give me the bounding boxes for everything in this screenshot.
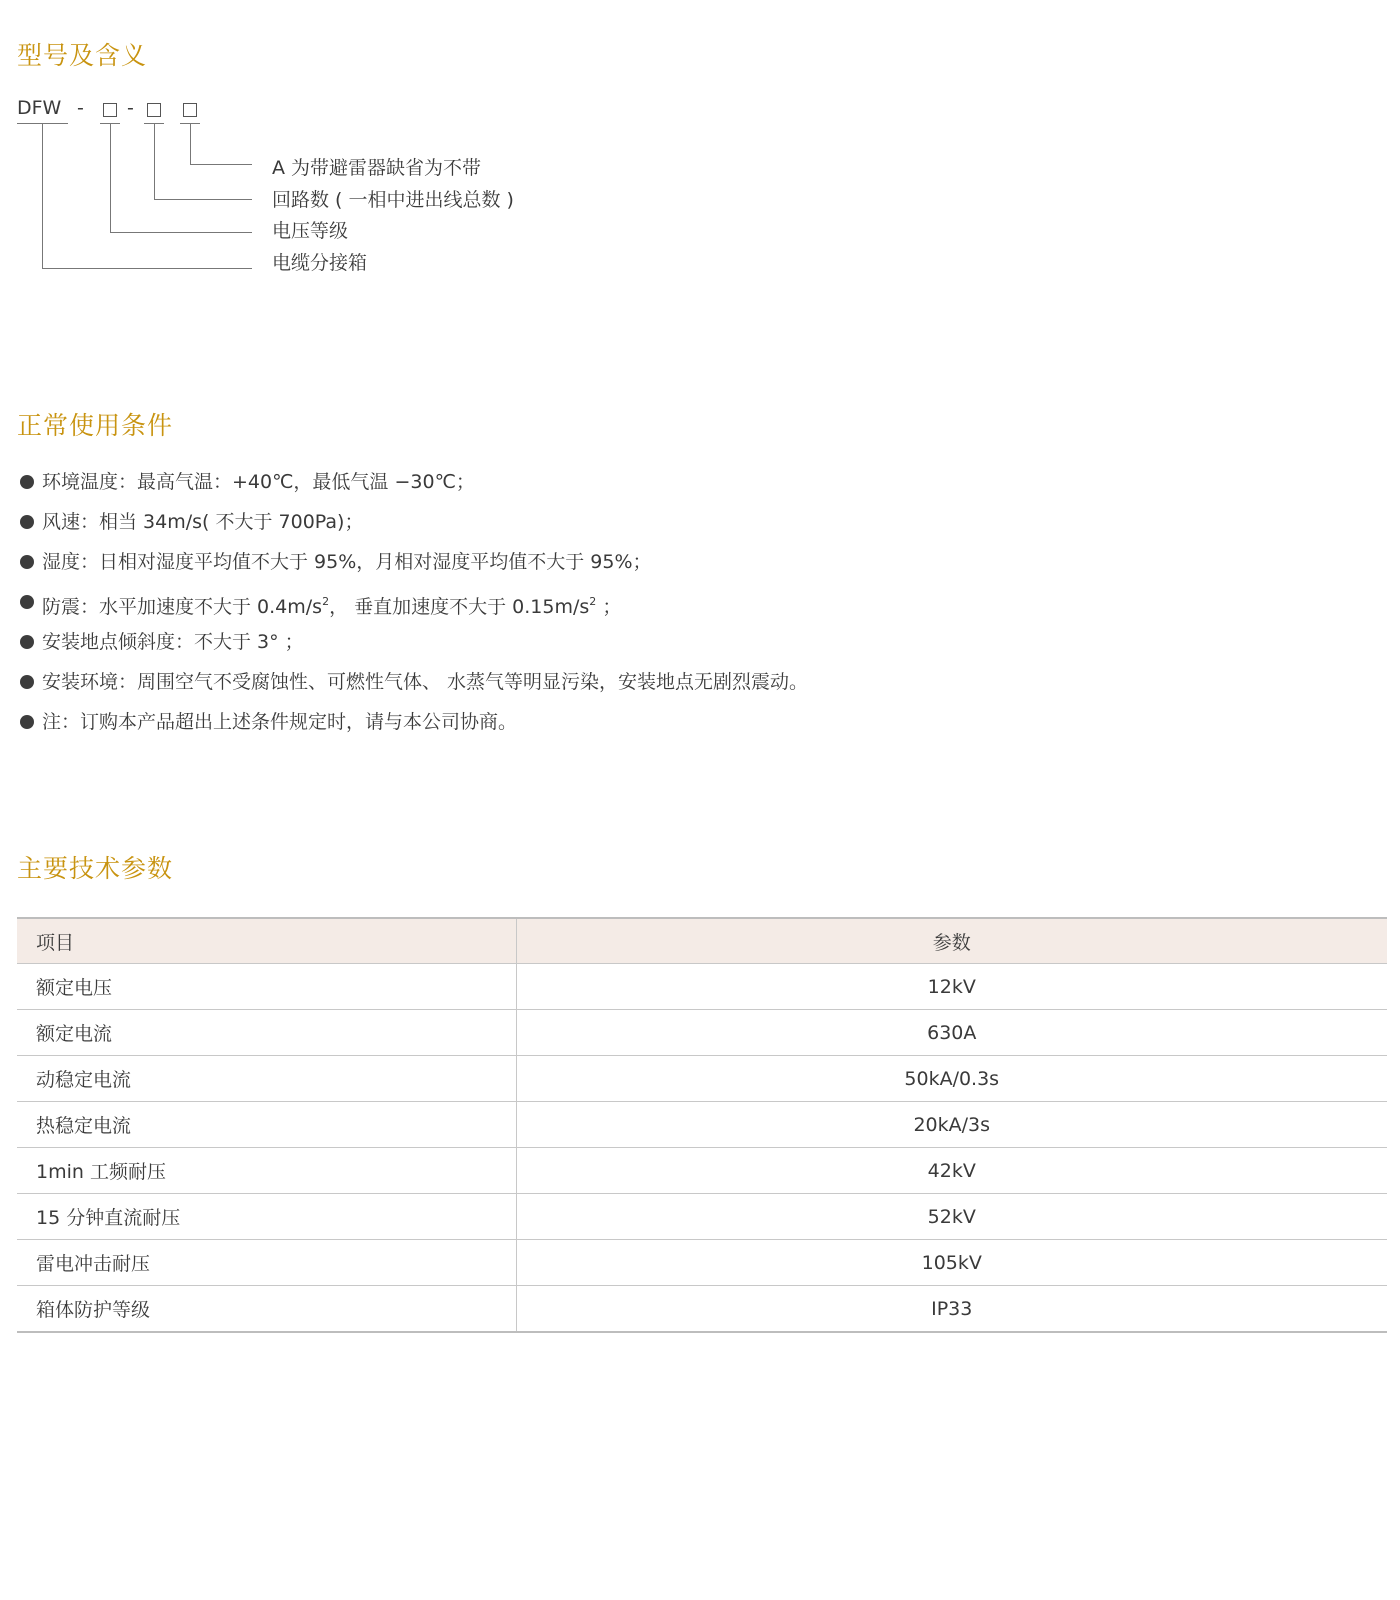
placeholder-box-1	[103, 103, 117, 117]
cell-item: 箱体防护等级	[17, 1286, 516, 1333]
legend-arrester: A 为带避雷器缺省为不带	[272, 157, 482, 179]
bullet-icon	[20, 715, 34, 729]
conditions-list	[20, 462, 808, 742]
cell-item: 15 分钟直流耐压	[17, 1194, 516, 1240]
list-item	[20, 502, 808, 542]
list-item	[20, 582, 808, 622]
table-row	[17, 1010, 1387, 1056]
cell-item: 雷电冲击耐压	[17, 1240, 516, 1286]
bullet-icon	[20, 515, 34, 529]
condition-text: 湿度：日相对湿度平均值不大于 95%，月相对湿度平均值不大于 95%；	[42, 551, 652, 573]
list-item	[20, 702, 808, 742]
header-value: 参数	[516, 918, 1387, 964]
connector-line	[190, 164, 252, 165]
cell-value: 50kA/0.3s	[516, 1056, 1387, 1102]
condition-text: ， 垂直加速度不大于 0.15m/s	[329, 596, 590, 618]
model-code-diagram	[0, 0, 700, 300]
connector-line	[110, 232, 252, 233]
list-item	[20, 462, 808, 502]
cell-value: 20kA/3s	[516, 1102, 1387, 1148]
cell-item: 动稳定电流	[17, 1056, 516, 1102]
list-item	[20, 662, 808, 702]
connector-line	[154, 123, 155, 199]
list-item	[20, 542, 808, 582]
cell-value: 630A	[516, 1010, 1387, 1056]
section-title-conditions: 正常使用条件	[17, 411, 174, 440]
connector-line	[42, 268, 252, 269]
bullet-icon	[20, 595, 34, 609]
bullet-icon	[20, 475, 34, 489]
header-item: 项目	[17, 918, 516, 964]
cell-value: 105kV	[516, 1240, 1387, 1286]
placeholder-box-2	[147, 103, 161, 117]
legend-cable-box: 电缆分接箱	[272, 252, 368, 274]
section-title-parameters: 主要技术参数	[17, 854, 174, 883]
table-row	[17, 1102, 1387, 1148]
legend-voltage: 电压等级	[272, 220, 349, 242]
superscript: 2	[589, 595, 597, 608]
connector-line	[42, 123, 43, 268]
table-header-row	[17, 918, 1387, 964]
cell-item: 1min 工频耐压	[17, 1148, 516, 1194]
bullet-icon	[20, 555, 34, 569]
condition-text: 安装地点倾斜度：不大于 3° ；	[42, 631, 304, 653]
model-dash-2: -	[127, 97, 134, 119]
superscript: 2	[322, 595, 330, 608]
table-row	[17, 1056, 1387, 1102]
table-row	[17, 964, 1387, 1010]
section-title-model: 型号及含义	[17, 41, 148, 70]
condition-text: 注：订购本产品超出上述条件规定时，请与本公司协商。	[42, 711, 518, 733]
table-row	[17, 1286, 1387, 1333]
cell-value: IP33	[516, 1286, 1387, 1333]
table-row	[17, 1240, 1387, 1286]
condition-text: 防震：水平加速度不大于 0.4m/s	[42, 596, 323, 618]
list-item	[20, 622, 808, 662]
connector-line	[190, 123, 191, 164]
cell-value: 12kV	[516, 964, 1387, 1010]
cell-value: 42kV	[516, 1148, 1387, 1194]
connector-line	[154, 199, 252, 200]
condition-text: 安装环境：周围空气不受腐蚀性、可燃性气体、 水蒸气等明显污染，安装地点无剧烈震动。	[42, 671, 809, 693]
cell-item: 热稳定电流	[17, 1102, 516, 1148]
model-dash-1: -	[77, 97, 84, 119]
bullet-icon	[20, 675, 34, 689]
cell-item: 额定电压	[17, 964, 516, 1010]
connector-line	[110, 123, 111, 232]
model-prefix: DFW	[17, 97, 62, 119]
cell-value: 52kV	[516, 1194, 1387, 1240]
cell-item: 额定电流	[17, 1010, 516, 1056]
parameters-table	[17, 917, 1387, 1333]
condition-text: 风速：相当 34m/s( 不大于 700Pa)；	[42, 511, 364, 533]
placeholder-box-3	[183, 103, 197, 117]
condition-text: 环境温度：最高气温：+40℃，最低气温 −30℃；	[42, 471, 475, 493]
table-row	[17, 1194, 1387, 1240]
table-row	[17, 1148, 1387, 1194]
condition-text: ；	[596, 596, 622, 618]
legend-circuits: 回路数 ( 一相中进出线总数 )	[272, 189, 514, 211]
bullet-icon	[20, 635, 34, 649]
